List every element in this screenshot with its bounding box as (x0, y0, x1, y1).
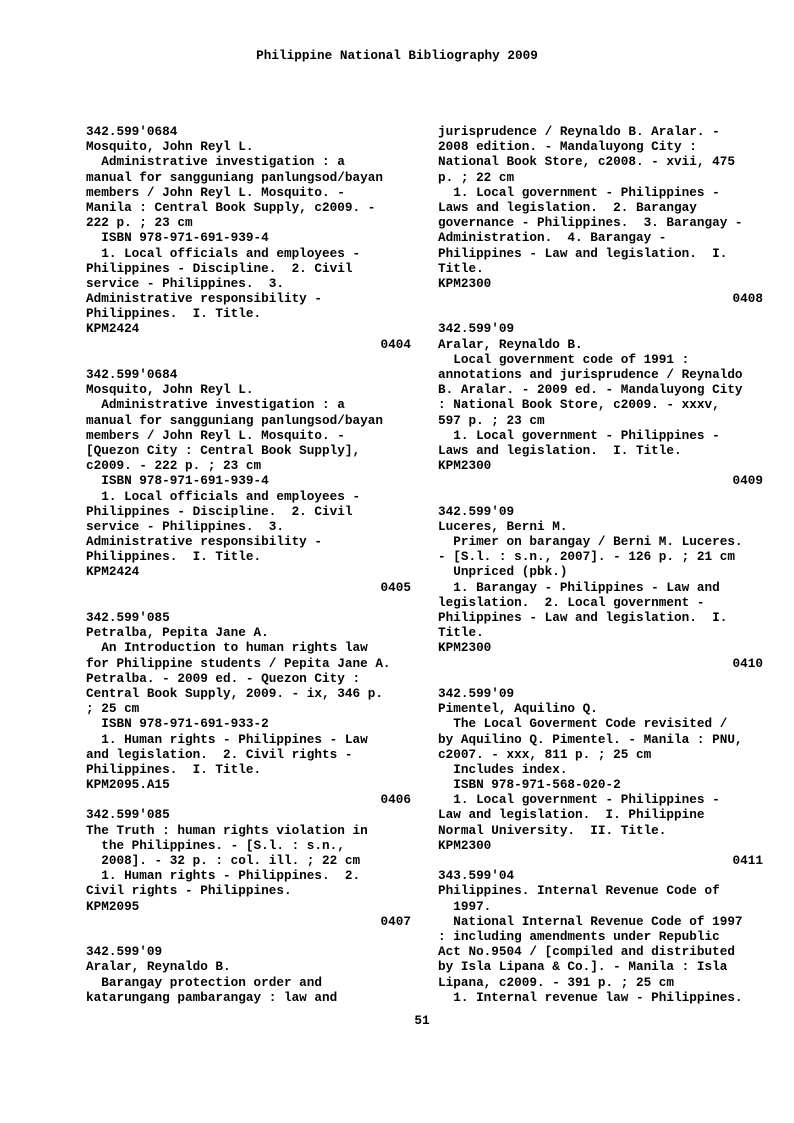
classification-number: 342.599'09 (438, 685, 515, 701)
entry-line: Administrative investigation : a (86, 397, 345, 413)
bibliographic-entry (86, 807, 411, 929)
entry-line: legislation. 2. Local government - (438, 594, 705, 610)
entry-line: Philippines - Law and legislation. I. (438, 610, 728, 625)
entry-line: 222 p. ; 23 cm (86, 215, 193, 231)
entry-number: 0408 (732, 291, 763, 307)
entry-line: 1. Internal revenue law - Philippines. (438, 989, 743, 1005)
entry-line: Local government code of 1991 : (438, 351, 690, 367)
entry-line: - [S.l. : s.n., 2007]. - 126 p. ; 21 cm (438, 549, 735, 565)
entry-line: manual for sangguniang panlungsod/bayan (86, 412, 383, 428)
entry-line: 1. Local government - Philippines - (438, 792, 720, 808)
entry-line: Petralba. - 2009 ed. - Quezon City : (86, 670, 361, 686)
entry-line: Lipana, c2009. - 391 p. ; 25 cm (438, 974, 675, 990)
entry-line: ISBN 978-971-691-939-4 (86, 230, 269, 246)
entry-spacer (438, 671, 763, 686)
entry-line: Includes index. (438, 761, 568, 777)
entry-line: 1. Local officials and employees - (86, 245, 361, 261)
entry-line: : including amendments under Republic (438, 928, 720, 944)
entry-line: KPM2095 (86, 898, 140, 914)
entry-line: c2009. - 222 p. ; 23 cm (86, 458, 262, 474)
bibliographic-entry (86, 124, 411, 352)
entry-line: 1. Local officials and employees - (86, 488, 361, 504)
entry-line: 1. Human rights - Philippines - Law (86, 731, 368, 747)
entry-spacer (438, 306, 763, 321)
entry-line: The Local Goverment Code revisited / (438, 716, 728, 732)
entry-line: Law and legislation. I. Philippine (438, 807, 705, 823)
right-column (438, 124, 763, 1005)
entry-line: ISBN 978-971-568-020-2 (438, 777, 621, 793)
entry-line: 2008]. - 32 p. : col. ill. ; 22 cm (86, 853, 361, 868)
entry-line: Administrative investigation : a (86, 154, 345, 170)
entry-line: Mosquito, John Reyl L. (86, 139, 254, 155)
entry-line: Primer on barangay / Berni M. Luceres. (438, 534, 743, 550)
entry-line: KPM2300 (438, 837, 492, 853)
bibliographic-entry (438, 686, 763, 868)
entry-line: Philippines. I. Title. (86, 761, 262, 777)
entry-line: ISBN 978-971-691-933-2 (86, 716, 269, 732)
entry-line: KPM2424 (86, 321, 140, 337)
entry-spacer (86, 352, 411, 367)
entry-line: 1. Barangay - Philippines - Law and (438, 579, 720, 595)
entry-line: members / John Reyl L. Mosquito. - (86, 184, 345, 200)
entry-line: 1997. (438, 898, 492, 914)
entry-spacer (86, 929, 411, 944)
entry-spacer (86, 595, 411, 610)
entry-line: Act No.9504 / [compiled and distributed (438, 944, 735, 960)
entry-line: service - Philippines. 3. (86, 275, 284, 291)
entry-line: Central Book Supply, 2009. - ix, 346 p. (86, 685, 383, 701)
entry-line: ISBN 978-971-691-939-4 (86, 473, 269, 489)
entry-line: 1. Local government - Philippines - (438, 427, 720, 443)
entry-line: service - Philippines. 3. (86, 518, 284, 534)
bibliographic-entry (438, 124, 763, 306)
entry-line: Philippines - Discipline. 2. Civil (86, 503, 353, 519)
entry-number: 0406 (380, 792, 411, 808)
entry-line: p. ; 22 cm (438, 169, 515, 185)
entry-line: Luceres, Berni M. (438, 518, 568, 534)
entry-line: : National Book Store, c2009. - xxxv, (438, 397, 720, 413)
entry-number: 0411 (732, 853, 763, 868)
entry-line: 1. Human rights - Philippines. 2. (86, 868, 361, 884)
page-number: 51 (414, 1013, 430, 1028)
entry-number: 0404 (380, 336, 411, 352)
entry-number: 0405 (380, 579, 411, 595)
entry-line: B. Aralar. - 2009 ed. - Mandaluyong City (438, 382, 743, 398)
entry-line: Civil rights - Philippines. (86, 883, 292, 899)
classification-number: 342.599'09 (438, 503, 515, 519)
entry-line: Laws and legislation. I. Title. (438, 442, 682, 458)
entry-line: KPM2300 (438, 275, 492, 291)
entry-line: Pimentel, Aquilino Q. (438, 701, 598, 717)
bibliographic-entry (86, 944, 411, 1005)
entry-line: Aralar, Reynaldo B. (86, 959, 231, 975)
entry-line: manual for sangguniang panlungsod/bayan (86, 169, 383, 185)
entry-line: Aralar, Reynaldo B. (438, 336, 583, 352)
entry-line: KPM2300 (438, 640, 492, 656)
classification-number: 342.599'085 (86, 610, 170, 625)
entry-line: Unpriced (pbk.) (438, 564, 568, 580)
entry-line: Administrative responsibility - (86, 534, 323, 550)
entry-number: 0409 (732, 473, 763, 489)
entry-line: Title. (438, 625, 484, 641)
entry-line: ; 25 cm (86, 701, 140, 717)
entry-line: Philippines. I. Title. (86, 549, 262, 565)
entry-line: Petralba, Pepita Jane A. (86, 625, 269, 641)
bibliographic-entry (86, 367, 411, 595)
classification-number: 342.599'0684 (86, 367, 178, 382)
entry-number: 0410 (732, 655, 763, 671)
entry-line: by Aquilino Q. Pimentel. - Manila : PNU, (438, 731, 743, 747)
entry-line: Administrative responsibility - (86, 291, 323, 307)
left-column (86, 124, 411, 1005)
entry-line: Philippines. I. Title. (86, 306, 262, 322)
entry-line: Laws and legislation. 2. Barangay (438, 199, 697, 215)
entry-line: 1. Local government - Philippines - (438, 184, 720, 200)
entry-line: National Book Store, c2008. - xvii, 475 (438, 154, 735, 170)
entry-line: and legislation. 2. Civil rights - (86, 746, 353, 762)
entry-line: Manila : Central Book Supply, c2009. - (86, 199, 376, 215)
bibliographic-entry (438, 868, 763, 1005)
classification-number: 342.599'085 (86, 807, 170, 823)
entry-line: c2007. - xxx, 811 p. ; 25 cm (438, 746, 652, 762)
entry-line: An Introduction to human rights law (86, 640, 368, 656)
entry-line: KPM2095.A15 (86, 777, 170, 793)
entry-line: [Quezon City : Central Book Supply], (86, 442, 361, 458)
entry-line: Philippines. Internal Revenue Code of (438, 883, 720, 899)
entry-line: katarungang pambarangay : law and (86, 989, 338, 1005)
entry-line: by Isla Lipana & Co.]. - Manila : Isla (438, 959, 728, 975)
entry-line: KPM2300 (438, 458, 492, 474)
entry-line: Normal University. II. Title. (438, 822, 667, 838)
bibliographic-entry (86, 610, 411, 807)
entry-line: Philippines - Law and legislation. I. (438, 245, 728, 261)
entry-line: the Philippines. - [S.l. : s.n., (86, 837, 345, 853)
bibliographic-entry (438, 321, 763, 488)
entry-line: annotations and jurisprudence / Reynaldo (438, 367, 743, 382)
bibliographic-entry (438, 504, 763, 671)
entry-line: members / John Reyl L. Mosquito. - (86, 427, 345, 443)
entry-line: Mosquito, John Reyl L. (86, 382, 254, 398)
entry-line: National Internal Revenue Code of 1997 (438, 913, 743, 929)
classification-number: 342.599'0684 (86, 124, 178, 139)
entry-spacer (438, 489, 763, 504)
entry-line: governance - Philippines. 3. Barangay - (438, 215, 743, 231)
entry-number: 0407 (380, 913, 411, 929)
running-header: Philippine National Bibliography 2009 (256, 48, 538, 63)
entry-line: Philippines - Discipline. 2. Civil (86, 260, 353, 276)
entry-line: Administration. 4. Barangay - (438, 230, 667, 246)
entry-line: 2008 edition. - Mandaluyong City : (438, 139, 697, 155)
classification-number: 342.599'09 (86, 944, 163, 960)
entry-line: Barangay protection order and (86, 974, 323, 990)
entry-line: 597 p. ; 23 cm (438, 412, 545, 428)
entry-line: The Truth : human rights violation in (86, 822, 368, 838)
classification-number: jurisprudence / Reynaldo B. Aralar. - (438, 124, 720, 139)
entry-line: for Philippine students / Pepita Jane A. (86, 655, 391, 671)
classification-number: 342.599'09 (438, 321, 515, 337)
classification-number: 343.599'04 (438, 868, 515, 884)
entry-line: Title. (438, 260, 484, 276)
entry-line: KPM2424 (86, 564, 140, 580)
